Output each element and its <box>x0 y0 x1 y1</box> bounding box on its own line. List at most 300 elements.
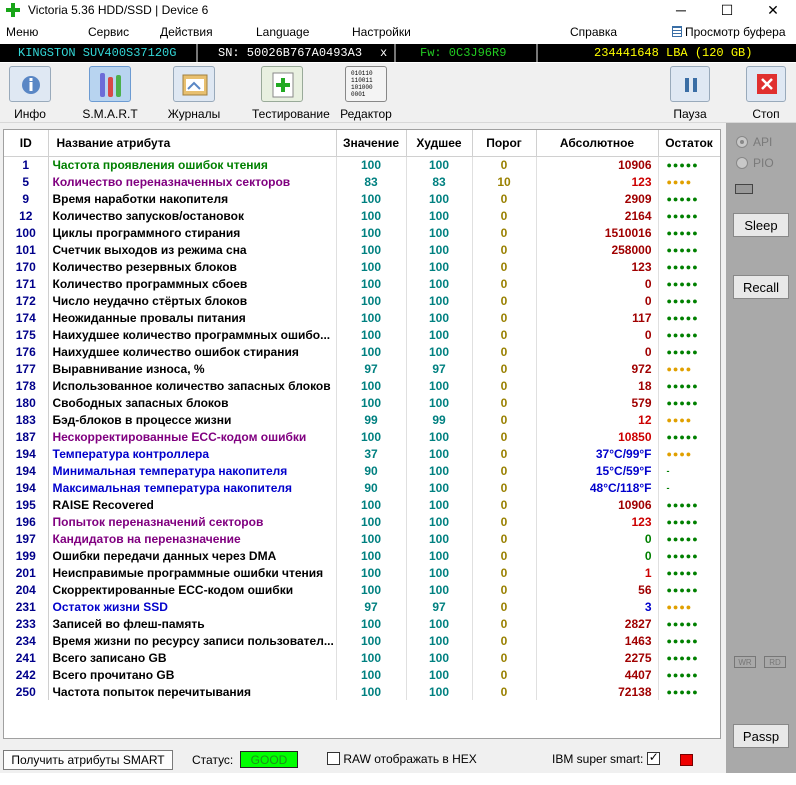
attr-name-cell: Ошибки передачи данных через DMA <box>48 547 336 564</box>
device-model[interactable]: KINGSTON SUV400S37120G <box>18 46 177 60</box>
table-row[interactable] <box>4 343 720 360</box>
attr-id-cell: 177 <box>4 360 48 377</box>
stop-button[interactable] <box>736 66 796 122</box>
attr-remaining-cell: ●●●●● <box>666 635 699 646</box>
attr-value-cell: 100 <box>336 326 406 343</box>
status-label: Статус: <box>192 753 234 767</box>
maximize-icon[interactable]: ☐ <box>720 1 734 18</box>
attr-value-cell: 83 <box>336 173 406 190</box>
logs-icon <box>173 66 215 102</box>
pio-radio-circle <box>736 157 748 169</box>
smart-table-container[interactable] <box>3 129 721 739</box>
attr-name-cell: Частота попыток перечитывания <box>48 683 336 700</box>
victoria-app-icon <box>6 3 20 17</box>
binary-editor-icon: 010110 110011 101000 0001 <box>345 66 387 102</box>
testing-icon <box>261 66 303 102</box>
pause-label: Пауза <box>673 107 707 121</box>
logs-label: Журналы <box>167 107 221 121</box>
api-radio-circle <box>736 136 748 148</box>
col-header-id[interactable]: ID <box>4 130 48 156</box>
attr-value-cell: 100 <box>336 683 406 700</box>
attr-value-cell: 100 <box>336 292 406 309</box>
attr-threshold-cell: 0 <box>472 445 536 462</box>
table-row[interactable] <box>4 615 720 632</box>
attr-id-cell: 194 <box>4 462 48 479</box>
ibm-super-smart-option[interactable] <box>552 752 660 766</box>
table-row[interactable] <box>4 564 720 581</box>
attr-threshold-cell: 0 <box>472 513 536 530</box>
ibm-super-smart-checkbox[interactable] <box>647 752 660 765</box>
attr-worst-cell: 100 <box>406 496 472 513</box>
attr-name-cell: Количество запусков/остановок <box>48 207 336 224</box>
attr-threshold-cell: 0 <box>472 394 536 411</box>
attr-value-cell: 100 <box>336 309 406 326</box>
attr-value-cell: 97 <box>336 360 406 377</box>
attr-raw-cell: 48°C/118°F <box>536 479 658 496</box>
editor-label: Редактор <box>340 107 392 121</box>
pio-label: PIO <box>753 156 774 170</box>
testing-label: Тестирование <box>252 107 330 121</box>
attr-name-cell: Скорректированные ECC-кодом ошибки <box>48 581 336 598</box>
attr-raw-cell: 18 <box>536 377 658 394</box>
attr-name-cell: Всего записано GB <box>48 649 336 666</box>
attr-threshold-cell: 0 <box>472 292 536 309</box>
get-smart-attributes-button[interactable]: Получить атрибуты SMART <box>3 750 173 770</box>
bottom-strip <box>0 773 796 785</box>
attr-name-cell: Время наработки накопителя <box>48 190 336 207</box>
attr-worst-cell: 100 <box>406 394 472 411</box>
attr-name-cell: Частота проявления ошибок чтения <box>48 156 336 173</box>
attr-name-cell: Время жизни по ресурсу записи пользовател... <box>48 632 336 649</box>
attr-id-cell: 195 <box>4 496 48 513</box>
attr-worst-cell: 100 <box>406 479 472 496</box>
table-row[interactable] <box>4 445 720 462</box>
attr-id-cell: 204 <box>4 581 48 598</box>
attr-threshold-cell: 0 <box>472 598 536 615</box>
attr-id-cell: 199 <box>4 547 48 564</box>
attr-raw-cell: 3 <box>536 598 658 615</box>
attr-threshold-cell: 0 <box>472 649 536 666</box>
attr-value-cell: 100 <box>336 275 406 292</box>
table-row[interactable] <box>4 190 720 207</box>
table-row[interactable] <box>4 309 720 326</box>
attr-raw-cell: 0 <box>536 275 658 292</box>
table-row[interactable] <box>4 598 720 615</box>
attr-raw-cell: 37°C/99°F <box>536 445 658 462</box>
attr-value-cell: 100 <box>336 547 406 564</box>
attr-name-cell: Неожиданные провалы питания <box>48 309 336 326</box>
attr-remaining-cell: ●●●●● <box>666 227 699 238</box>
col-header-raw[interactable]: Абсолютное <box>536 130 658 156</box>
attr-raw-cell: 0 <box>536 547 658 564</box>
smart-label: S.M.A.R.T <box>82 107 138 121</box>
attr-threshold-cell: 0 <box>472 462 536 479</box>
attr-threshold-cell: 0 <box>472 377 536 394</box>
attr-threshold-cell: 0 <box>472 224 536 241</box>
logs-button[interactable] <box>164 66 224 122</box>
attr-raw-cell: 258000 <box>536 241 658 258</box>
attr-value-cell: 100 <box>336 343 406 360</box>
attr-worst-cell: 99 <box>406 411 472 428</box>
attr-id-cell: 234 <box>4 632 48 649</box>
device-capacity: 234441648 LBA (120 GB) <box>594 46 753 60</box>
attr-value-cell: 100 <box>336 632 406 649</box>
table-row[interactable] <box>4 224 720 241</box>
info-icon <box>9 66 51 102</box>
attr-name-cell: Записей во флеш-память <box>48 615 336 632</box>
attr-remaining-cell: ●●●●● <box>666 584 699 595</box>
attr-raw-cell: 0 <box>536 343 658 360</box>
attr-threshold-cell: 0 <box>472 530 536 547</box>
attr-id-cell: 241 <box>4 649 48 666</box>
attr-threshold-cell: 0 <box>472 479 536 496</box>
attr-id-cell: 194 <box>4 479 48 496</box>
attr-id-cell: 180 <box>4 394 48 411</box>
attr-threshold-cell: 0 <box>472 190 536 207</box>
attr-worst-cell: 100 <box>406 445 472 462</box>
attr-threshold-cell: 0 <box>472 309 536 326</box>
attr-worst-cell: 100 <box>406 666 472 683</box>
status-badge: GOOD <box>240 751 298 768</box>
attr-worst-cell: 100 <box>406 258 472 275</box>
attr-value-cell: 100 <box>336 513 406 530</box>
col-header-threshold[interactable]: Порог <box>472 130 536 156</box>
info-button[interactable] <box>0 66 60 122</box>
attr-threshold-cell: 0 <box>472 428 536 445</box>
attr-remaining-cell: ●●●●● <box>666 499 699 510</box>
table-row[interactable] <box>4 156 720 173</box>
table-row[interactable] <box>4 377 720 394</box>
raw-hex-checkbox[interactable] <box>327 752 340 765</box>
attr-worst-cell: 100 <box>406 275 472 292</box>
attr-worst-cell: 100 <box>406 428 472 445</box>
attr-name-cell: Температура контроллера <box>48 445 336 462</box>
attr-raw-cell: 2275 <box>536 649 658 666</box>
table-row[interactable] <box>4 241 720 258</box>
device-firmware: Fw: 0C3J96R9 <box>420 46 507 60</box>
attr-value-cell: 100 <box>336 377 406 394</box>
device-serial: SN: 50026B767A0493A3 <box>218 46 363 60</box>
buffer-list-icon <box>672 26 682 37</box>
attr-remaining-cell: - <box>666 482 671 493</box>
attr-id-cell: 194 <box>4 445 48 462</box>
attr-worst-cell: 97 <box>406 360 472 377</box>
editor-button[interactable] <box>336 66 396 122</box>
attr-value-cell: 99 <box>336 411 406 428</box>
table-row[interactable] <box>4 581 720 598</box>
attr-id-cell: 101 <box>4 241 48 258</box>
raw-hex-option[interactable] <box>327 752 477 766</box>
table-header-row <box>4 130 720 156</box>
device-info-bar <box>0 44 796 62</box>
attr-worst-cell: 100 <box>406 632 472 649</box>
attr-remaining-cell: ●●●●● <box>666 533 699 544</box>
attr-remaining-cell: ●●●●● <box>666 278 699 289</box>
pause-button[interactable] <box>660 66 720 122</box>
attr-name-cell: Всего прочитано GB <box>48 666 336 683</box>
api-radio[interactable] <box>736 135 772 149</box>
attr-value-cell: 100 <box>336 496 406 513</box>
attr-remaining-cell: ●●●●● <box>666 159 699 170</box>
attr-name-cell: Использованное количество запасных блоков <box>48 377 336 394</box>
buffer-view-button[interactable] <box>672 25 786 39</box>
table-row[interactable] <box>4 547 720 564</box>
table-row[interactable] <box>4 513 720 530</box>
attr-remaining-cell: ●●●●● <box>666 669 699 680</box>
table-row[interactable] <box>4 173 720 190</box>
attr-worst-cell: 97 <box>406 598 472 615</box>
rd-indicator: RD <box>764 656 786 668</box>
attr-remaining-cell: ●●●●● <box>666 244 699 255</box>
ibm-super-smart-label: IBM super smart: <box>552 752 644 766</box>
pause-icon <box>670 66 710 102</box>
table-row[interactable] <box>4 666 720 683</box>
attr-raw-cell: 56 <box>536 581 658 598</box>
attr-id-cell: 171 <box>4 275 48 292</box>
attr-worst-cell: 100 <box>406 649 472 666</box>
attr-raw-cell: 15°C/59°F <box>536 462 658 479</box>
attr-raw-cell: 117 <box>536 309 658 326</box>
table-row[interactable] <box>4 683 720 700</box>
attr-name-cell: Бэд-блоков в процессе жизни <box>48 411 336 428</box>
attr-id-cell: 183 <box>4 411 48 428</box>
table-row[interactable] <box>4 649 720 666</box>
attr-threshold-cell: 0 <box>472 411 536 428</box>
attr-name-cell: Попыток переназначений секторов <box>48 513 336 530</box>
attr-worst-cell: 100 <box>406 326 472 343</box>
attr-id-cell: 5 <box>4 173 48 190</box>
attr-value-cell: 100 <box>336 649 406 666</box>
attr-raw-cell: 12 <box>536 411 658 428</box>
drive-indicator <box>735 184 753 194</box>
attr-name-cell: Минимальная температура накопителя <box>48 462 336 479</box>
attr-threshold-cell: 0 <box>472 326 536 343</box>
attr-raw-cell: 1463 <box>536 632 658 649</box>
attr-raw-cell: 972 <box>536 360 658 377</box>
attr-threshold-cell: 0 <box>472 207 536 224</box>
attr-value-cell: 100 <box>336 241 406 258</box>
table-row[interactable] <box>4 326 720 343</box>
attr-remaining-cell: ●●●●● <box>666 329 699 340</box>
attr-remaining-cell: ●●●●● <box>666 686 699 697</box>
attr-threshold-cell: 10 <box>472 173 536 190</box>
table-row[interactable] <box>4 496 720 513</box>
menu-bar <box>0 22 796 44</box>
attr-threshold-cell: 0 <box>472 360 536 377</box>
attr-worst-cell: 100 <box>406 190 472 207</box>
attr-worst-cell: 100 <box>406 462 472 479</box>
attr-threshold-cell: 0 <box>472 258 536 275</box>
attr-raw-cell: 10906 <box>536 156 658 173</box>
attr-value-cell: 100 <box>336 564 406 581</box>
attr-name-cell: Неисправимые программные ошибки чтения <box>48 564 336 581</box>
smart-tubes-icon <box>89 66 131 102</box>
buffer-view-label: Просмотр буфера <box>685 25 786 39</box>
col-header-worst[interactable]: Худшее <box>406 130 472 156</box>
table-row[interactable] <box>4 530 720 547</box>
status-bar <box>0 745 726 773</box>
attr-name-cell: Нескорректированные ECC-кодом ошибки <box>48 428 336 445</box>
attr-id-cell: 1 <box>4 156 48 173</box>
attr-raw-cell: 4407 <box>536 666 658 683</box>
attr-value-cell: 100 <box>336 224 406 241</box>
table-row[interactable] <box>4 207 720 224</box>
sleep-button[interactable]: Sleep <box>733 213 789 237</box>
attr-raw-cell: 2909 <box>536 190 658 207</box>
col-header-name[interactable]: Название атрибута <box>48 130 336 156</box>
attr-remaining-cell: ●●●●● <box>666 193 699 204</box>
attr-remaining-cell: ●●●●● <box>666 295 699 306</box>
attr-raw-cell: 1510016 <box>536 224 658 241</box>
attr-value-cell: 100 <box>336 615 406 632</box>
attr-threshold-cell: 0 <box>472 343 536 360</box>
attr-worst-cell: 100 <box>406 683 472 700</box>
attr-remaining-cell: ●●●● <box>666 601 693 612</box>
attr-raw-cell: 123 <box>536 258 658 275</box>
window-controls <box>658 0 796 20</box>
attr-worst-cell: 100 <box>406 292 472 309</box>
table-row[interactable] <box>4 462 720 479</box>
col-header-value[interactable]: Значение <box>336 130 406 156</box>
menu-item-language[interactable]: Language <box>256 25 310 39</box>
smart-table-body <box>4 156 720 700</box>
attr-raw-cell: 123 <box>536 513 658 530</box>
smart-button[interactable] <box>80 66 140 122</box>
attr-worst-cell: 100 <box>406 513 472 530</box>
attr-value-cell: 100 <box>336 258 406 275</box>
attr-value-cell: 100 <box>336 428 406 445</box>
attr-remaining-cell: ●●●●● <box>666 346 699 357</box>
table-row[interactable] <box>4 360 720 377</box>
table-row[interactable] <box>4 292 720 309</box>
attr-threshold-cell: 0 <box>472 156 536 173</box>
attr-value-cell: 37 <box>336 445 406 462</box>
table-row[interactable] <box>4 394 720 411</box>
api-label: API <box>753 135 773 149</box>
info-label: Инфо <box>14 107 46 121</box>
device-close-button[interactable]: x <box>380 46 388 60</box>
attr-value-cell: 100 <box>336 156 406 173</box>
attr-remaining-cell: ●●●●● <box>666 210 699 221</box>
attr-id-cell: 176 <box>4 343 48 360</box>
attr-worst-cell: 100 <box>406 309 472 326</box>
attr-name-cell: Остаток жизни SSD <box>48 598 336 615</box>
attr-worst-cell: 100 <box>406 564 472 581</box>
attr-threshold-cell: 0 <box>472 496 536 513</box>
attr-worst-cell: 83 <box>406 173 472 190</box>
attr-worst-cell: 100 <box>406 377 472 394</box>
attr-value-cell: 100 <box>336 666 406 683</box>
attr-id-cell: 231 <box>4 598 48 615</box>
attr-remaining-cell: - <box>666 465 671 476</box>
attr-value-cell: 100 <box>336 190 406 207</box>
stop-label: Стоп <box>752 107 780 121</box>
attr-threshold-cell: 0 <box>472 632 536 649</box>
attr-threshold-cell: 0 <box>472 547 536 564</box>
testing-button[interactable] <box>252 66 330 122</box>
attr-worst-cell: 100 <box>406 581 472 598</box>
attr-worst-cell: 100 <box>406 224 472 241</box>
table-row[interactable] <box>4 258 720 275</box>
menu-item-actions[interactable]: Действия <box>160 25 213 39</box>
attr-worst-cell: 100 <box>406 343 472 360</box>
attr-raw-cell: 579 <box>536 394 658 411</box>
attr-id-cell: 250 <box>4 683 48 700</box>
attr-remaining-cell: ●●●● <box>666 448 693 459</box>
toolbar <box>0 63 796 123</box>
attr-raw-cell: 0 <box>536 530 658 547</box>
attr-remaining-cell: ●●●● <box>666 363 693 374</box>
attr-name-cell: Количество переназначенных секторов <box>48 173 336 190</box>
table-row[interactable] <box>4 411 720 428</box>
attr-remaining-cell: ●●●●● <box>666 312 699 323</box>
window-title: Victoria 5.36 HDD/SSD | Device 6 <box>28 3 209 17</box>
raw-hex-label: RAW отображать в HEX <box>343 752 477 766</box>
attr-id-cell: 170 <box>4 258 48 275</box>
attr-raw-cell: 2827 <box>536 615 658 632</box>
attr-id-cell: 233 <box>4 615 48 632</box>
attr-remaining-cell: ●●●● <box>666 414 693 425</box>
menu-item-service[interactable]: Сервис <box>88 25 130 39</box>
recall-button[interactable]: Recall <box>733 275 789 299</box>
stop-icon <box>746 66 786 102</box>
attr-name-cell: Наихудшее количество ошибок стирания <box>48 343 336 360</box>
attr-value-cell: 100 <box>336 581 406 598</box>
attr-name-cell: Число неудачно стёртых блоков <box>48 292 336 309</box>
table-row[interactable] <box>4 428 720 445</box>
attr-remaining-cell: ●●●●● <box>666 431 699 442</box>
attr-raw-cell: 2164 <box>536 207 658 224</box>
attr-threshold-cell: 0 <box>472 275 536 292</box>
attr-name-cell: Количество резервных блоков <box>48 258 336 275</box>
alert-indicator <box>680 754 693 766</box>
attr-remaining-cell: ●●●●● <box>666 261 699 272</box>
attr-remaining-cell: ●●●●● <box>666 397 699 408</box>
pio-radio[interactable] <box>736 156 774 170</box>
attr-raw-cell: 0 <box>536 326 658 343</box>
attr-name-cell: Свободных запасных блоков <box>48 394 336 411</box>
col-header-remaining[interactable]: Остаток <box>658 130 720 156</box>
attr-id-cell: 100 <box>4 224 48 241</box>
attr-remaining-cell: ●●●●● <box>666 516 699 527</box>
attr-worst-cell: 100 <box>406 615 472 632</box>
attr-value-cell: 100 <box>336 394 406 411</box>
attr-name-cell: Циклы программного стирания <box>48 224 336 241</box>
menu-item-settings[interactable]: Настройки <box>352 25 411 39</box>
right-sidebar <box>726 123 796 773</box>
title-bar <box>0 0 796 20</box>
attr-id-cell: 172 <box>4 292 48 309</box>
table-row[interactable] <box>4 479 720 496</box>
attr-remaining-cell: ●●●● <box>666 176 693 187</box>
attr-name-cell: Счетчик выходов из режима сна <box>48 241 336 258</box>
close-icon[interactable]: ✕ <box>767 1 779 18</box>
attr-id-cell: 196 <box>4 513 48 530</box>
attr-id-cell: 174 <box>4 309 48 326</box>
minimize-icon[interactable]: ─ <box>676 2 686 18</box>
attr-remaining-cell: ●●●●● <box>666 567 699 578</box>
attr-threshold-cell: 0 <box>472 581 536 598</box>
attr-threshold-cell: 0 <box>472 666 536 683</box>
passp-button[interactable]: Passp <box>733 724 789 748</box>
table-row[interactable] <box>4 275 720 292</box>
attr-worst-cell: 100 <box>406 156 472 173</box>
attr-remaining-cell: ●●●●● <box>666 380 699 391</box>
attr-value-cell: 100 <box>336 530 406 547</box>
menu-item-menu[interactable]: Меню <box>6 25 39 39</box>
table-row[interactable] <box>4 632 720 649</box>
menu-item-help[interactable]: Справка <box>570 25 618 39</box>
